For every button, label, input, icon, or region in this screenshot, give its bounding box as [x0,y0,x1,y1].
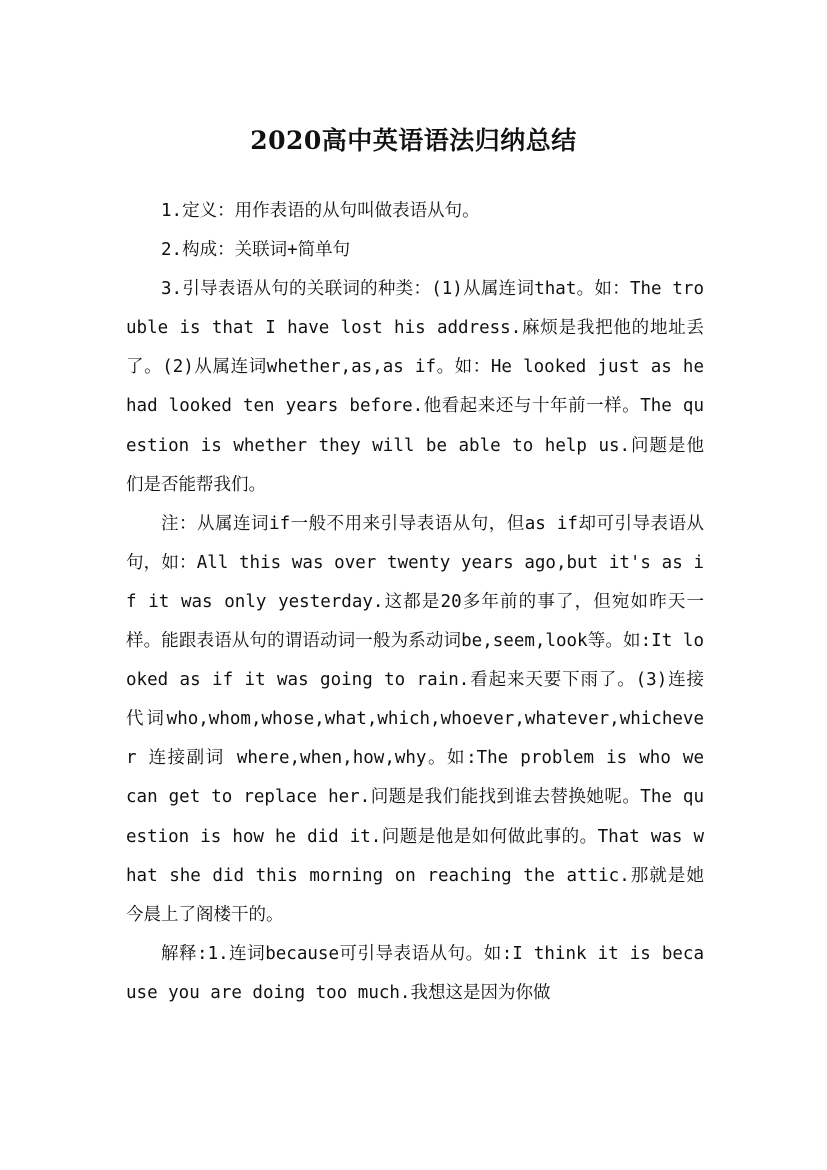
paragraph-note: 注：从属连词if一般不用来引导表语从句，但as if却可引导表语从句，如：All this was over twenty years ago,but it's as if it was only yesterday.这都是20多年前的事了，但宛如昨天一样。能跟表语从句的谓语动词一般为系动词be,seem,look等。如:It looked as if it was going to rain.看起来天要下雨了。(3)连接代词who,whom,whose,what,which,whoever,whatever,whichever 连接副词 where,when,how,why。如:The problem is who we can get to replace her.问题是我们能找到谁去替换她呢。The question is how he did it.问题是他是如何做此事的。That was what she did this morning on reaching the attic.那就是她今晨上了阁楼干的。 [126,513,704,925]
paragraph-explanation: 解释:1.连词because可引导表语从句。如:I think it is because you are doing too much.我想这是因为你做 [126,943,704,1003]
document-body [126,192,704,1013]
document-title: 2020高中英语语法归纳总结 [250,125,577,155]
paragraph-definition: 1.定义：用作表语的从句叫做表语从句。 [161,201,480,221]
paragraph-connectives: 3.引导表语从句的关联词的种类：(1)从属连词that。如：The trouble is that I have lost his address.麻烦是我把他的地址丢了。(2)从属连词whether,as,as if。如：He looked just as he had looked ten years before.他看起来还与十年前一样。The question is whether they will be able to help us.问题是他们是否能帮我们。 [126,279,704,495]
paragraph-structure: 2.构成：关联词+简单句 [161,240,351,261]
